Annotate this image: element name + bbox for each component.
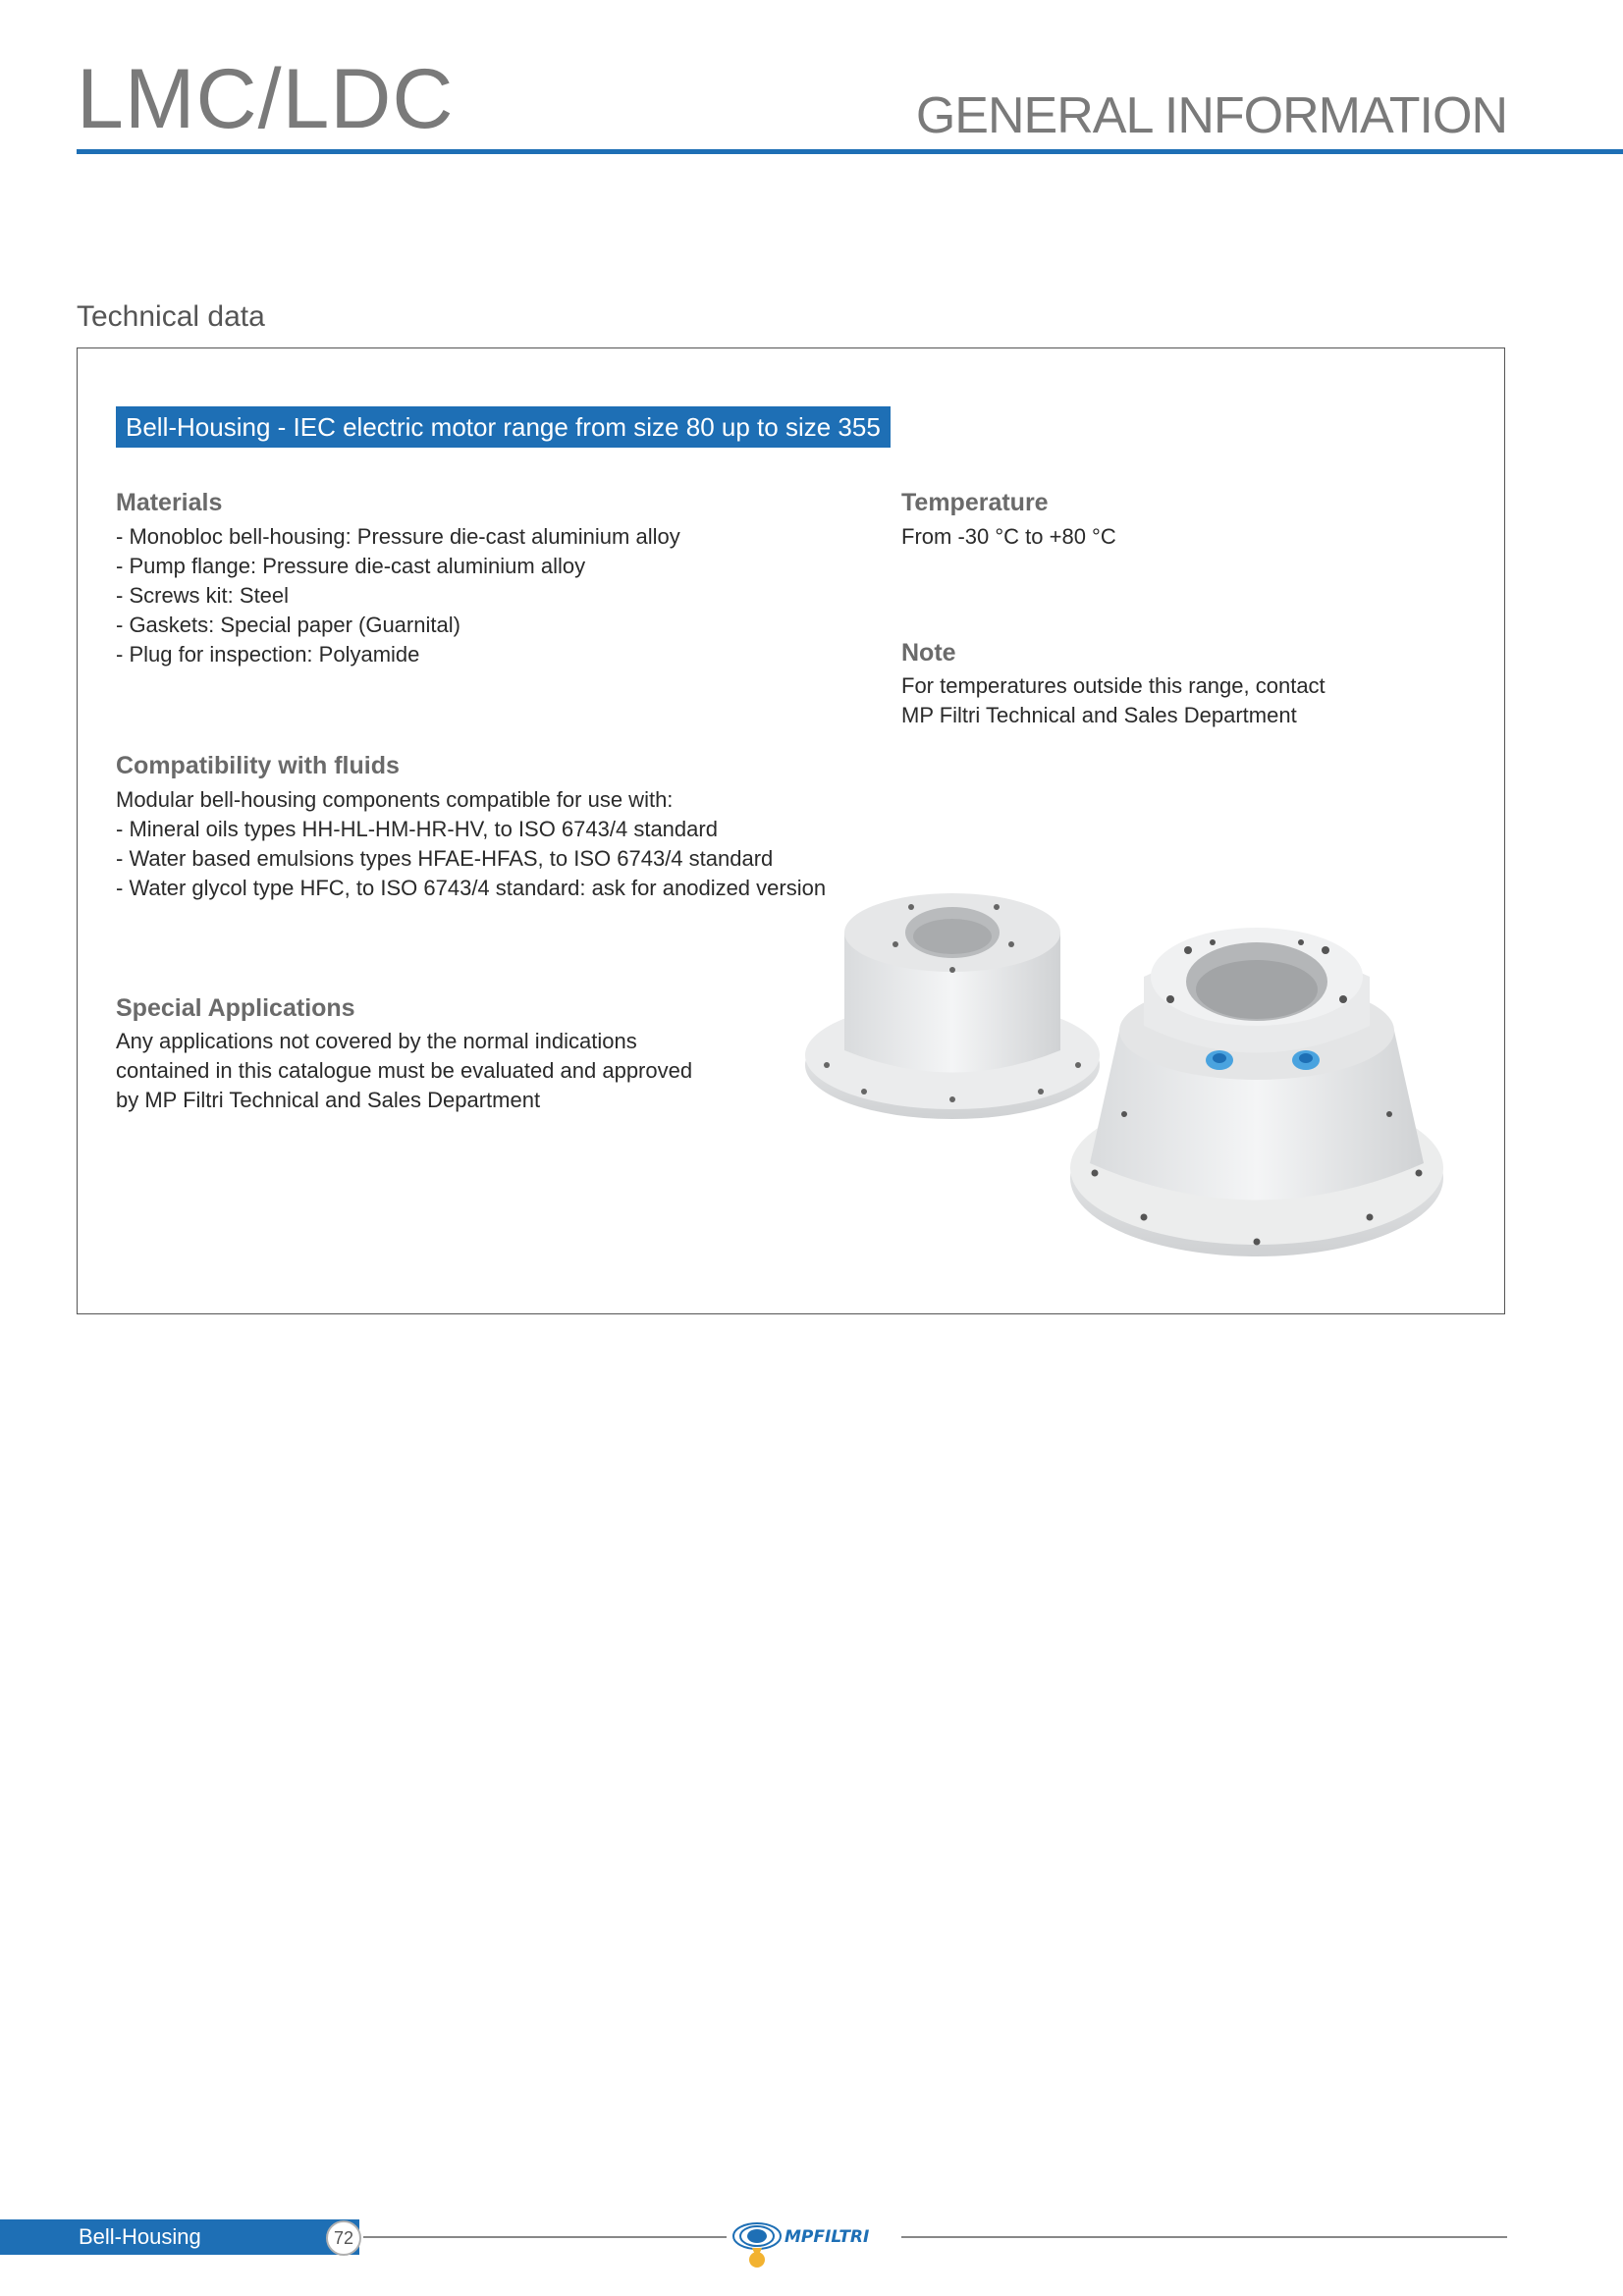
product-code-title: LMC/LDC: [77, 52, 455, 146]
special-applications-heading: Special Applications: [116, 994, 355, 1022]
note-line: MP Filtri Technical and Sales Department: [901, 703, 1297, 727]
materials-heading: Materials: [116, 489, 223, 516]
list-item: - Pump flange: Pressure die-cast aluminium alloy: [116, 554, 586, 578]
bell-housing-product-image: [805, 883, 1453, 1306]
logo-wordmark: MPFILTRI: [784, 2227, 870, 2247]
bell-housing-right-icon: [1070, 928, 1443, 1256]
list-item: - Gaskets: Special paper (Guarnital): [116, 613, 460, 637]
list-item: - Plug for inspection: Polyamide: [116, 642, 420, 667]
list-item: - Water based emulsions types HFAE-HFAS, to ISO 6743/4 standard: [116, 846, 774, 871]
note-heading: Note: [901, 639, 956, 667]
note-line: For temperatures outside this range, contact: [901, 673, 1325, 698]
logo-emblem-icon: [733, 2223, 781, 2268]
list-item: - Water glycol type HFC, to ISO 6743/4 standard: ask for anodized version: [116, 876, 827, 900]
temperature-range: From -30 °C to +80 °C: [901, 524, 1116, 549]
special-applications-text: [116, 1027, 692, 1115]
list-item: - Mineral oils types HH-HL-HM-HR-HV, to ISO 6743/4 standard: [116, 817, 718, 841]
technical-data-title: Technical data: [77, 300, 265, 333]
temperature-text: [901, 522, 1116, 552]
section-title-header: GENERAL INFORMATION: [915, 87, 1507, 144]
range-banner: Bell-Housing - IEC electric motor range from size 80 up to size 355: [116, 406, 891, 448]
compatibility-list: [116, 785, 826, 903]
footer-divider-left: [363, 2236, 727, 2238]
note-text: [901, 671, 1325, 730]
list-item: Modular bell-housing components compatible for use with:: [116, 787, 674, 812]
footer-section-tab: Bell-Housing: [0, 2219, 359, 2255]
footer-divider-right: [901, 2236, 1507, 2238]
list-item: - Screws kit: Steel: [116, 583, 290, 608]
compatibility-heading: Compatibility with fluids: [116, 752, 400, 779]
special-line: contained in this catalogue must be evaluated and approved: [116, 1058, 693, 1083]
page-number: 72: [326, 2220, 361, 2256]
special-line: Any applications not covered by the normal indications: [116, 1029, 637, 1053]
temperature-heading: Temperature: [901, 489, 1049, 516]
bell-housing-left-icon: [805, 893, 1100, 1119]
special-line: by MP Filtri Technical and Sales Department: [116, 1088, 541, 1112]
mp-filtri-logo: [731, 2220, 898, 2271]
materials-list: [116, 522, 680, 669]
list-item: - Monobloc bell-housing: Pressure die-cast aluminium alloy: [116, 524, 680, 549]
header-divider: [77, 149, 1623, 154]
